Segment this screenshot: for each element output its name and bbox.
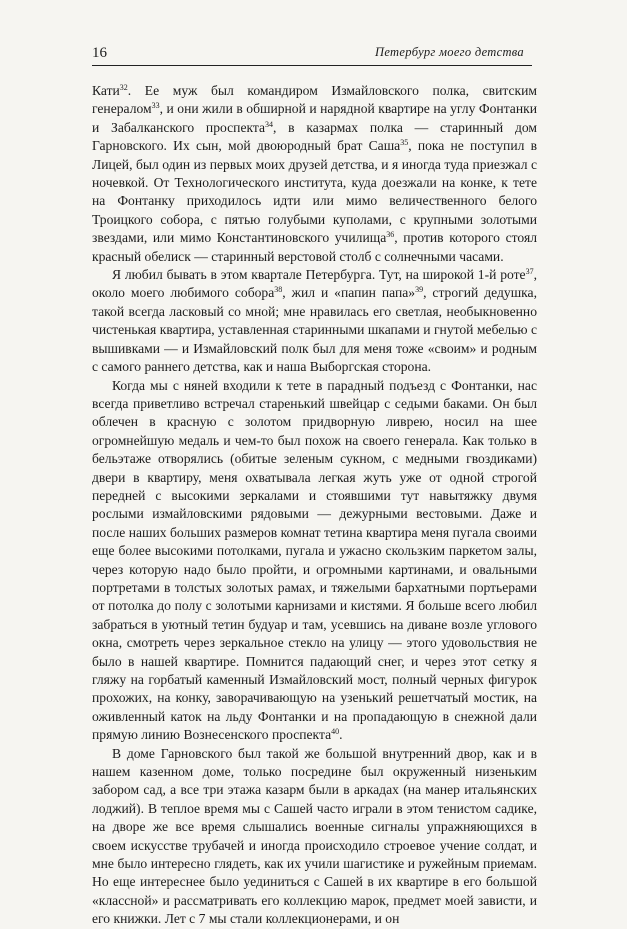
text-fragment: .	[339, 727, 343, 743]
text-fragment: , пока не поступил в Лицей, был один из первых моих друзей детства, и я иногда туда приезжал с ночевкой. От Технологического института, куда доезжали на конке, к тете на Фонтанку приходилось идти или мимо величественного белого Троицкого собора, с пятью голубыми куполами, с крупными золотыми звездами, или мимо Константиновского училища	[92, 138, 537, 246]
footnote-ref: 32	[119, 83, 128, 92]
text-fragment: , строгий дедушка, такой всегда ласковый со мной; мне нравилась его светлая, необыкновенно чистенькая квартира, уставленная старинными шкапами и гнутой мебелью с вышивками — и Измайловский полк был для меня тоже «своим» и родным с самого раннего детства, как и наша Выборгская сторона.	[92, 285, 537, 375]
paragraph	[92, 266, 537, 376]
footnote-ref: 34	[265, 119, 274, 129]
text-fragment: , жил и «папин папа»	[282, 285, 416, 301]
paragraph	[92, 745, 537, 929]
text-fragment: Кати	[92, 83, 120, 98]
footnote-ref: 40	[331, 727, 340, 737]
text-fragment: Когда мы с няней входили к тете в парадный подъезд с Фонтанки, нас всегда приветливо встречал старенький швейцар с седыми баками. Он был облечен в красную с золотом придворную ливрею, носил на шее огромнейшую медаль и чем-то был похож на своего генерала. Как только в бельэтаже отворялись (обитые зеленым сукном, с медными гвоздиками) двери в квартиру, меня охватывала легкая жуть уже от одной строгой передней с высокими зеркалами и стоявшими тут навытяжку двумя рослыми измайловскими рядовыми — дежурными вестовыми. Даже и после наших больших размеров комнат тетина квартира меня пугала своими еще более высокими потолками, пугала и ужасно скользким паркетом залы, через которую надо было пройти, и огромными картинами, и овальными портретами в толстых золотых рамах, и тяжелыми бархатными портьерами от потолка до полу с золотыми карнизами и кистями. Я больше всего любил забраться в уютный тетин будуар и там, усевшись на диване возле углового окна, смотреть через зеркальное стекло на улицу — этого удовольствия не было в нашей квартире. Помнится падающий снег, и через этот сетку я гляжу на горбатый каменный Измайловский мост, полный черных фигурок прохожих, на конку, заворачивающую на узенький решетчатый мостик, на оживленный каток на льду Фонтанки и на пропадающую в снежной дали прямую линию Вознесенского проспекта	[92, 377, 537, 743]
text-fragment: . Ее муж был командиром Измайловского полка, свитским генералом	[92, 83, 537, 117]
footnote-ref: 37	[525, 267, 534, 277]
text-fragment: Я любил бывать в этом квартале Петербурга. Тут, на широкой 1-й роте	[112, 267, 526, 283]
header-rule	[92, 65, 532, 66]
page-number: 16	[92, 45, 107, 61]
page-header	[92, 44, 532, 66]
text-fragment: , и они жили в обширной и нарядной квартире на углу Фонтанки и Забалканского проспекта	[92, 101, 537, 135]
footnote-ref: 33	[151, 101, 160, 111]
footnote-ref: 36	[386, 230, 395, 240]
text-fragment: , в казармах полка — старинный дом Гарновского. Их сын, мой двоюродный брат Саша	[92, 119, 537, 154]
footnote-ref: 35	[400, 138, 409, 148]
text-fragment: В доме Гарновского был такой же большой внутренний двор, как и в нашем казенном доме, только посредине был окруженный низеньким забором сад, а все три этажа казарм были в аркадах (на манер итальянских лоджий). В теплое время мы с Сашей часто играли в этом тенистом садике, на дворе же все время слышались военные сигналы упражняющихся в своем искусстве трубачей и иногда происходило строевое учение солдат, и мне было интересно глядеть, как их учили шагистике и ружейным приемам. Но еще интереснее было уединиться с Сашей в их квартире в его большой «классной» и рассматривать его коллекцию марок, предмет моей зависти, и его книжки. Лет с 7 мы стали коллекционерами, и он	[92, 745, 537, 927]
footnote-ref: 38	[274, 285, 283, 295]
footnote-ref: 39	[415, 285, 424, 295]
paragraph	[92, 377, 537, 745]
paragraph	[92, 82, 537, 266]
text-fragment: , против которого стоял красный обелиск — старинный верстовой столб с солнечными часами.	[92, 230, 537, 264]
body-text	[92, 82, 537, 929]
running-title: Петербург моего детства	[375, 45, 524, 59]
text-fragment: , около моего любимого собора	[92, 267, 537, 301]
